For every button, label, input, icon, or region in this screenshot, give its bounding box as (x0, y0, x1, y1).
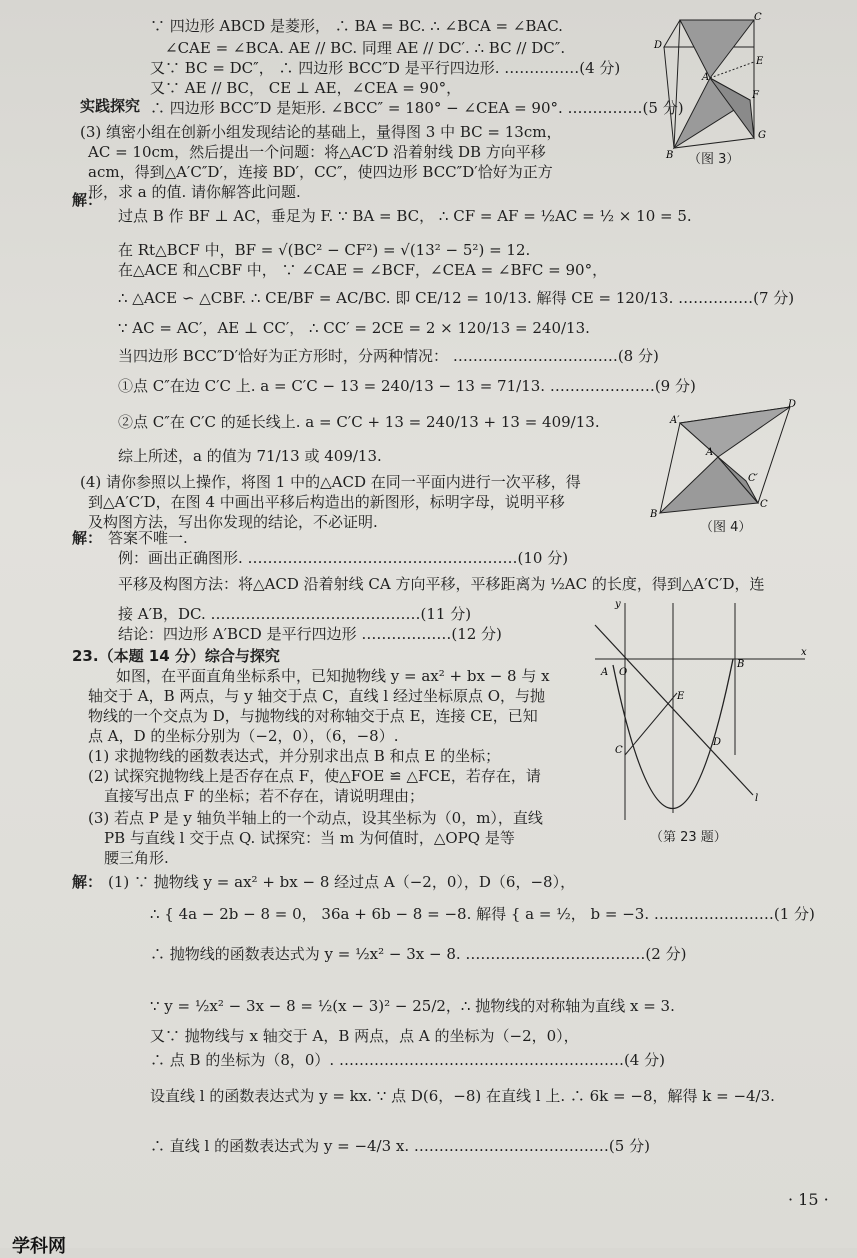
solution-label: 解： (72, 873, 103, 891)
text-line: ∠CAE = ∠BCA. AE // BC. 同理 AE // DC′. ∴ BC // DC″. (165, 39, 566, 57)
text-line: 接 A′B，DC. ……………………………………(11 分) (118, 605, 472, 623)
fig23-label-a: A (601, 667, 609, 678)
section-title: 实践探究 (80, 97, 141, 115)
figure-3 (650, 12, 775, 162)
fig3-label-g: G (758, 130, 766, 141)
text-line: (2) 试探究抛物线上是否存在点 F，使△FOE ≌ △FCE，若存在，请 (88, 767, 541, 785)
text-line: 点 A，D 的坐标分别为（−2，0），（6，−8）. (88, 727, 399, 745)
text-line: (1) 求抛物线的函数表达式，并分别求出点 B 和点 E 的坐标； (88, 747, 501, 765)
text-line: 又∵ AE // BC， CE ⊥ AE，∠CEA = 90°， (150, 79, 462, 97)
text-line: AC = 10cm，然后提出一个问题：将△AC′D 沿着射线 DB 方向平移 (88, 143, 546, 161)
fig23-label-b: B (737, 659, 745, 670)
solution-label: 解： (72, 191, 103, 209)
text-line: ∴ △ACE ∽ △CBF. ∴ CE/BF = AC/BC. 即 CE/12 = 10/13. 解得 CE = 120/13. ……………(7 分) (118, 289, 795, 307)
fig4-label-c1: C′ (748, 473, 758, 484)
figure-4-caption: （图 4） (700, 520, 752, 535)
text-line: (4) 请你参照以上操作，将图 1 中的△ACD 在同一平面内进行一次平移，得 (80, 473, 581, 491)
fig3-label-b: B (666, 150, 674, 161)
text-line: 轴交于 A，B 两点，与 y 轴交于点 C，直线 l 经过坐标原点 O，与抛 (88, 687, 546, 705)
text-line: ∵ AC = AC′，AE ⊥ CC′， ∴ CC′ = 2CE = 2 × 120/13 = 240/13. (118, 319, 590, 337)
text-line: 到△A′C′D，在图 4 中画出平移后构造出的新图形，标明字母，说明平移 (88, 493, 565, 511)
text-line: 结论：四边形 A′BCD 是平行四边形 ………………(12 分) (118, 625, 502, 643)
text-line: ∴ 直线 l 的函数表达式为 y = −4/3 x. …………………………………(5 分) (150, 1137, 650, 1155)
text-line: 又∵ BC = DC″， ∴ 四边形 BCC″D 是平行四边形. ……………(4 分) (150, 59, 621, 77)
text-line: 直接写出点 F 的坐标；若不存在，请说明理由； (104, 787, 424, 805)
text-line: ②点 C″在 C′C 的延长线上. a = C′C + 13 = 240/13 + 13 = 409/13. (118, 413, 600, 431)
fig3-label-e: E (756, 56, 764, 67)
fig3-label-c: C (754, 12, 762, 23)
figure-23-graph (585, 595, 815, 825)
text-line: 设直线 l 的函数表达式为 y = kx. ∵ 点 D(6，−8) 在直线 l 上. ∴ 6k = −8，解得 k = −4/3. (150, 1087, 775, 1105)
fig3-label-d: D (654, 40, 663, 51)
text-line: 在△ACE 和△CBF 中， ∵ ∠CAE = ∠BCF，∠CEA = ∠BFC = 90°， (118, 261, 608, 279)
fig23-label-o: O (619, 667, 628, 678)
fig3-label-a: A (702, 72, 710, 83)
question-23-heading: 23.（本题 14 分）综合与探究 (72, 647, 280, 665)
solution-label: 解： (72, 529, 103, 547)
text-line: 例：画出正确图形. ………………………………………………(10 分) (118, 549, 569, 567)
text-line: 综上所述，a 的值为 71/13 或 409/13. (118, 447, 382, 465)
text-line: PB 与直线 l 交于点 Q. 试探究：当 m 为何值时，△OPQ 是等 (104, 829, 515, 847)
figure-3-caption: （图 3） (688, 152, 740, 167)
fig4-label-a1: A′ (670, 415, 680, 426)
fig4-label-a: A (706, 447, 714, 458)
text-line: 平移及构图方法：将△ACD 沿着射线 CA 方向平移，平移距离为 ½AC 的长度，得到△A′C′D，连 (118, 575, 765, 593)
text-line: 当四边形 BCC″D′恰好为正方形时，分两种情况： ……………………………(8 分) (118, 347, 659, 365)
text-line: ∴ 点 B 的坐标为（8，0）. …………………………………………………(4 分) (150, 1051, 665, 1069)
text-line: 物线的一个交点为 D，与抛物线的对称轴交于点 E，连接 CE，已知 (88, 707, 538, 725)
fig4-label-d: D (788, 399, 797, 410)
text-line: 腰三角形. (104, 849, 169, 867)
page-number: · 15 · (788, 1190, 829, 1209)
figure-4 (650, 395, 810, 520)
fig23-label-d: D (713, 737, 722, 748)
text-line: ∵ y = ½x² − 3x − 8 = ½(x − 3)² − 25/2，∴ 抛物线的对称轴为直线 x = 3. (150, 997, 675, 1015)
fig23-label-e: E (677, 691, 685, 702)
text-line: ∴ { 4a − 2b − 8 = 0， 36a + 6b − 8 = −8. 解得 { a = ½， b = −3. ……………………(1 分) (150, 905, 815, 923)
fig4-label-b: B (650, 509, 658, 520)
watermark-logo: 学科网 (12, 1236, 66, 1257)
text-line: ①点 C″在边 C′C 上. a = C′C − 13 = 240/13 − 13 = 71/13. …………………(9 分) (118, 377, 696, 395)
text-line: (3) 若点 P 是 y 轴负半轴上的一个动点，设其坐标为（0，m），直线 (88, 809, 543, 827)
text-line: 答案不唯一. (108, 529, 188, 547)
fig23-label-c: C (615, 745, 623, 756)
figure-23-caption: （第 23 题） (650, 830, 727, 845)
text-line: ∵ 四边形 ABCD 是菱形， ∴ BA = BC. ∴ ∠BCA = ∠BAC. (150, 17, 563, 35)
fig23-label-y: y (615, 599, 621, 610)
text-line: ∴ 抛物线的函数表达式为 y = ½x² − 3x − 8. ………………………………(2 分) (150, 945, 687, 963)
fig23-label-x: x (801, 647, 807, 658)
fig4-label-c: C (760, 499, 768, 510)
text-line: 在 Rt△BCF 中，BF = √(BC² − CF²) = √(13² − 5²) = 12. (118, 241, 531, 259)
fig3-label-f: F (752, 90, 759, 101)
fig23-label-l: l (755, 793, 759, 804)
text-line: acm，得到△A′C″D′，连接 BD′，CC″，使四边形 BCC″D′恰好为正方 (88, 163, 553, 181)
text-line: (3) 缜密小组在创新小组发现结论的基础上，量得图 3 中 BC = 13cm， (80, 123, 562, 141)
text-line: ∴ 四边形 BCC″D 是矩形. ∠BCC″ = 180° − ∠CEA = 90°. ……………(5 分) (150, 99, 684, 117)
text-line: 形，求 a 的值. 请你解答此问题. (88, 183, 301, 201)
text-line: 如图，在平面直角坐标系中，已知抛物线 y = ax² + bx − 8 与 x (116, 667, 550, 685)
text-line: 又∵ 抛物线与 x 轴交于 A，B 两点，点 A 的坐标为（−2，0）， (150, 1027, 579, 1045)
text-line: 及构图方法，写出你发现的结论，不必证明. (88, 513, 378, 531)
text-line: 过点 B 作 BF ⊥ AC，垂足为 F. ∵ BA = BC， ∴ CF = AF = ½AC = ½ × 10 = 5. (118, 207, 692, 225)
text-line: (1) ∵ 抛物线 y = ax² + bx − 8 经过点 A（−2，0），D（6，−8）， (108, 873, 576, 891)
